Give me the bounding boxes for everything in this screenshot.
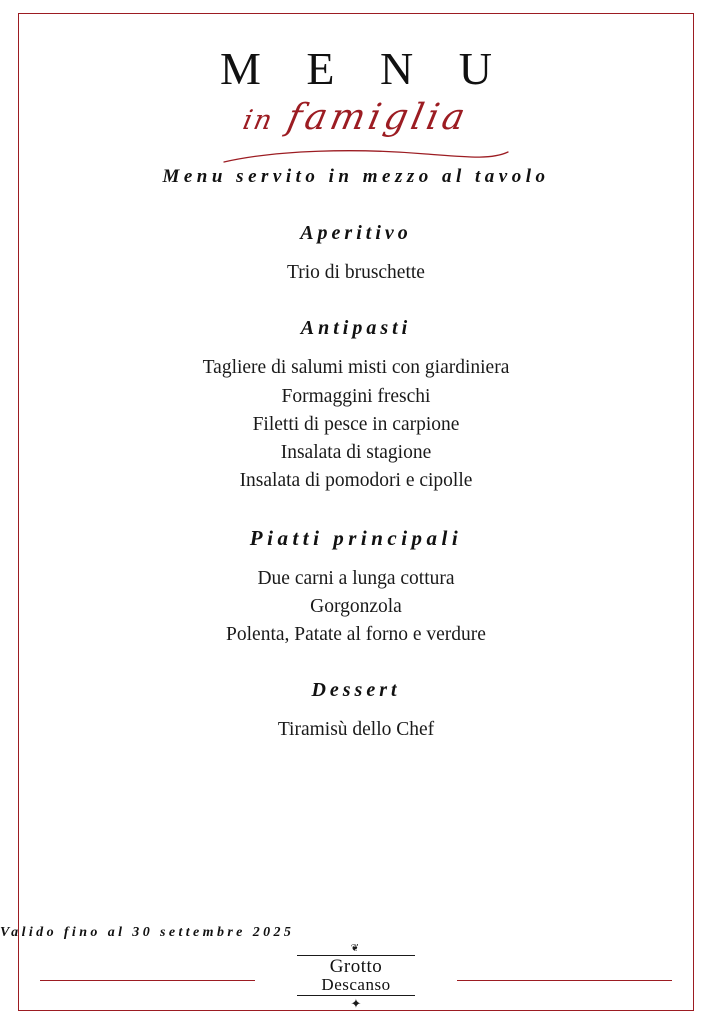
section-title-antipasti: Antipasti xyxy=(300,317,412,340)
footer-divider-left xyxy=(40,980,255,981)
section-title-aperitivo: Aperitivo xyxy=(300,222,412,244)
menu-item: Insalata di pomodori e cipolle xyxy=(239,470,473,492)
section-title-dessert: Dessert xyxy=(311,679,401,702)
menu-item: Polenta, Patate al forno e verdure xyxy=(226,624,486,646)
script-flourish xyxy=(216,146,516,168)
menu-item: Tagliere di salumi misti con giardiniera xyxy=(202,357,510,379)
page-title: M E N U xyxy=(220,43,509,94)
section-aperitivo xyxy=(60,222,652,287)
snowflake-icon: ✦ xyxy=(350,996,362,1011)
section-antipasti xyxy=(60,317,652,495)
section-piatti-principali xyxy=(60,526,652,650)
brand-logo xyxy=(261,945,451,1010)
footer-divider-right xyxy=(457,980,672,981)
menu-item: Trio di bruschette xyxy=(287,262,425,283)
script-word-famiglia: famiglia xyxy=(283,97,473,138)
menu-item: Due carni a lunga cottura xyxy=(257,567,455,589)
menu-item: Tiramisù dello Chef xyxy=(277,719,435,741)
title-block xyxy=(60,43,652,154)
menu-script-subtitle xyxy=(56,98,656,138)
brand-name-line1: Grotto xyxy=(329,956,383,977)
brand-name-line2: Descanso xyxy=(321,975,391,994)
menu-item: Formaggini freschi xyxy=(281,385,431,407)
service-note: Menu servito in mezzo al tavolo xyxy=(162,166,550,187)
menu-item: Insalata di stagione xyxy=(280,442,432,464)
section-title-piatti-principali: Piatti principali xyxy=(249,525,463,550)
section-dessert xyxy=(60,679,652,744)
ornament-icon: ❦ xyxy=(350,943,362,954)
validity-note: Valido fino al 30 settembre 2025 xyxy=(0,925,295,940)
menu-item: Gorgonzola xyxy=(310,595,402,617)
menu-item: Filetti di pesce in carpione xyxy=(252,413,460,435)
script-word-in: in xyxy=(240,105,277,136)
